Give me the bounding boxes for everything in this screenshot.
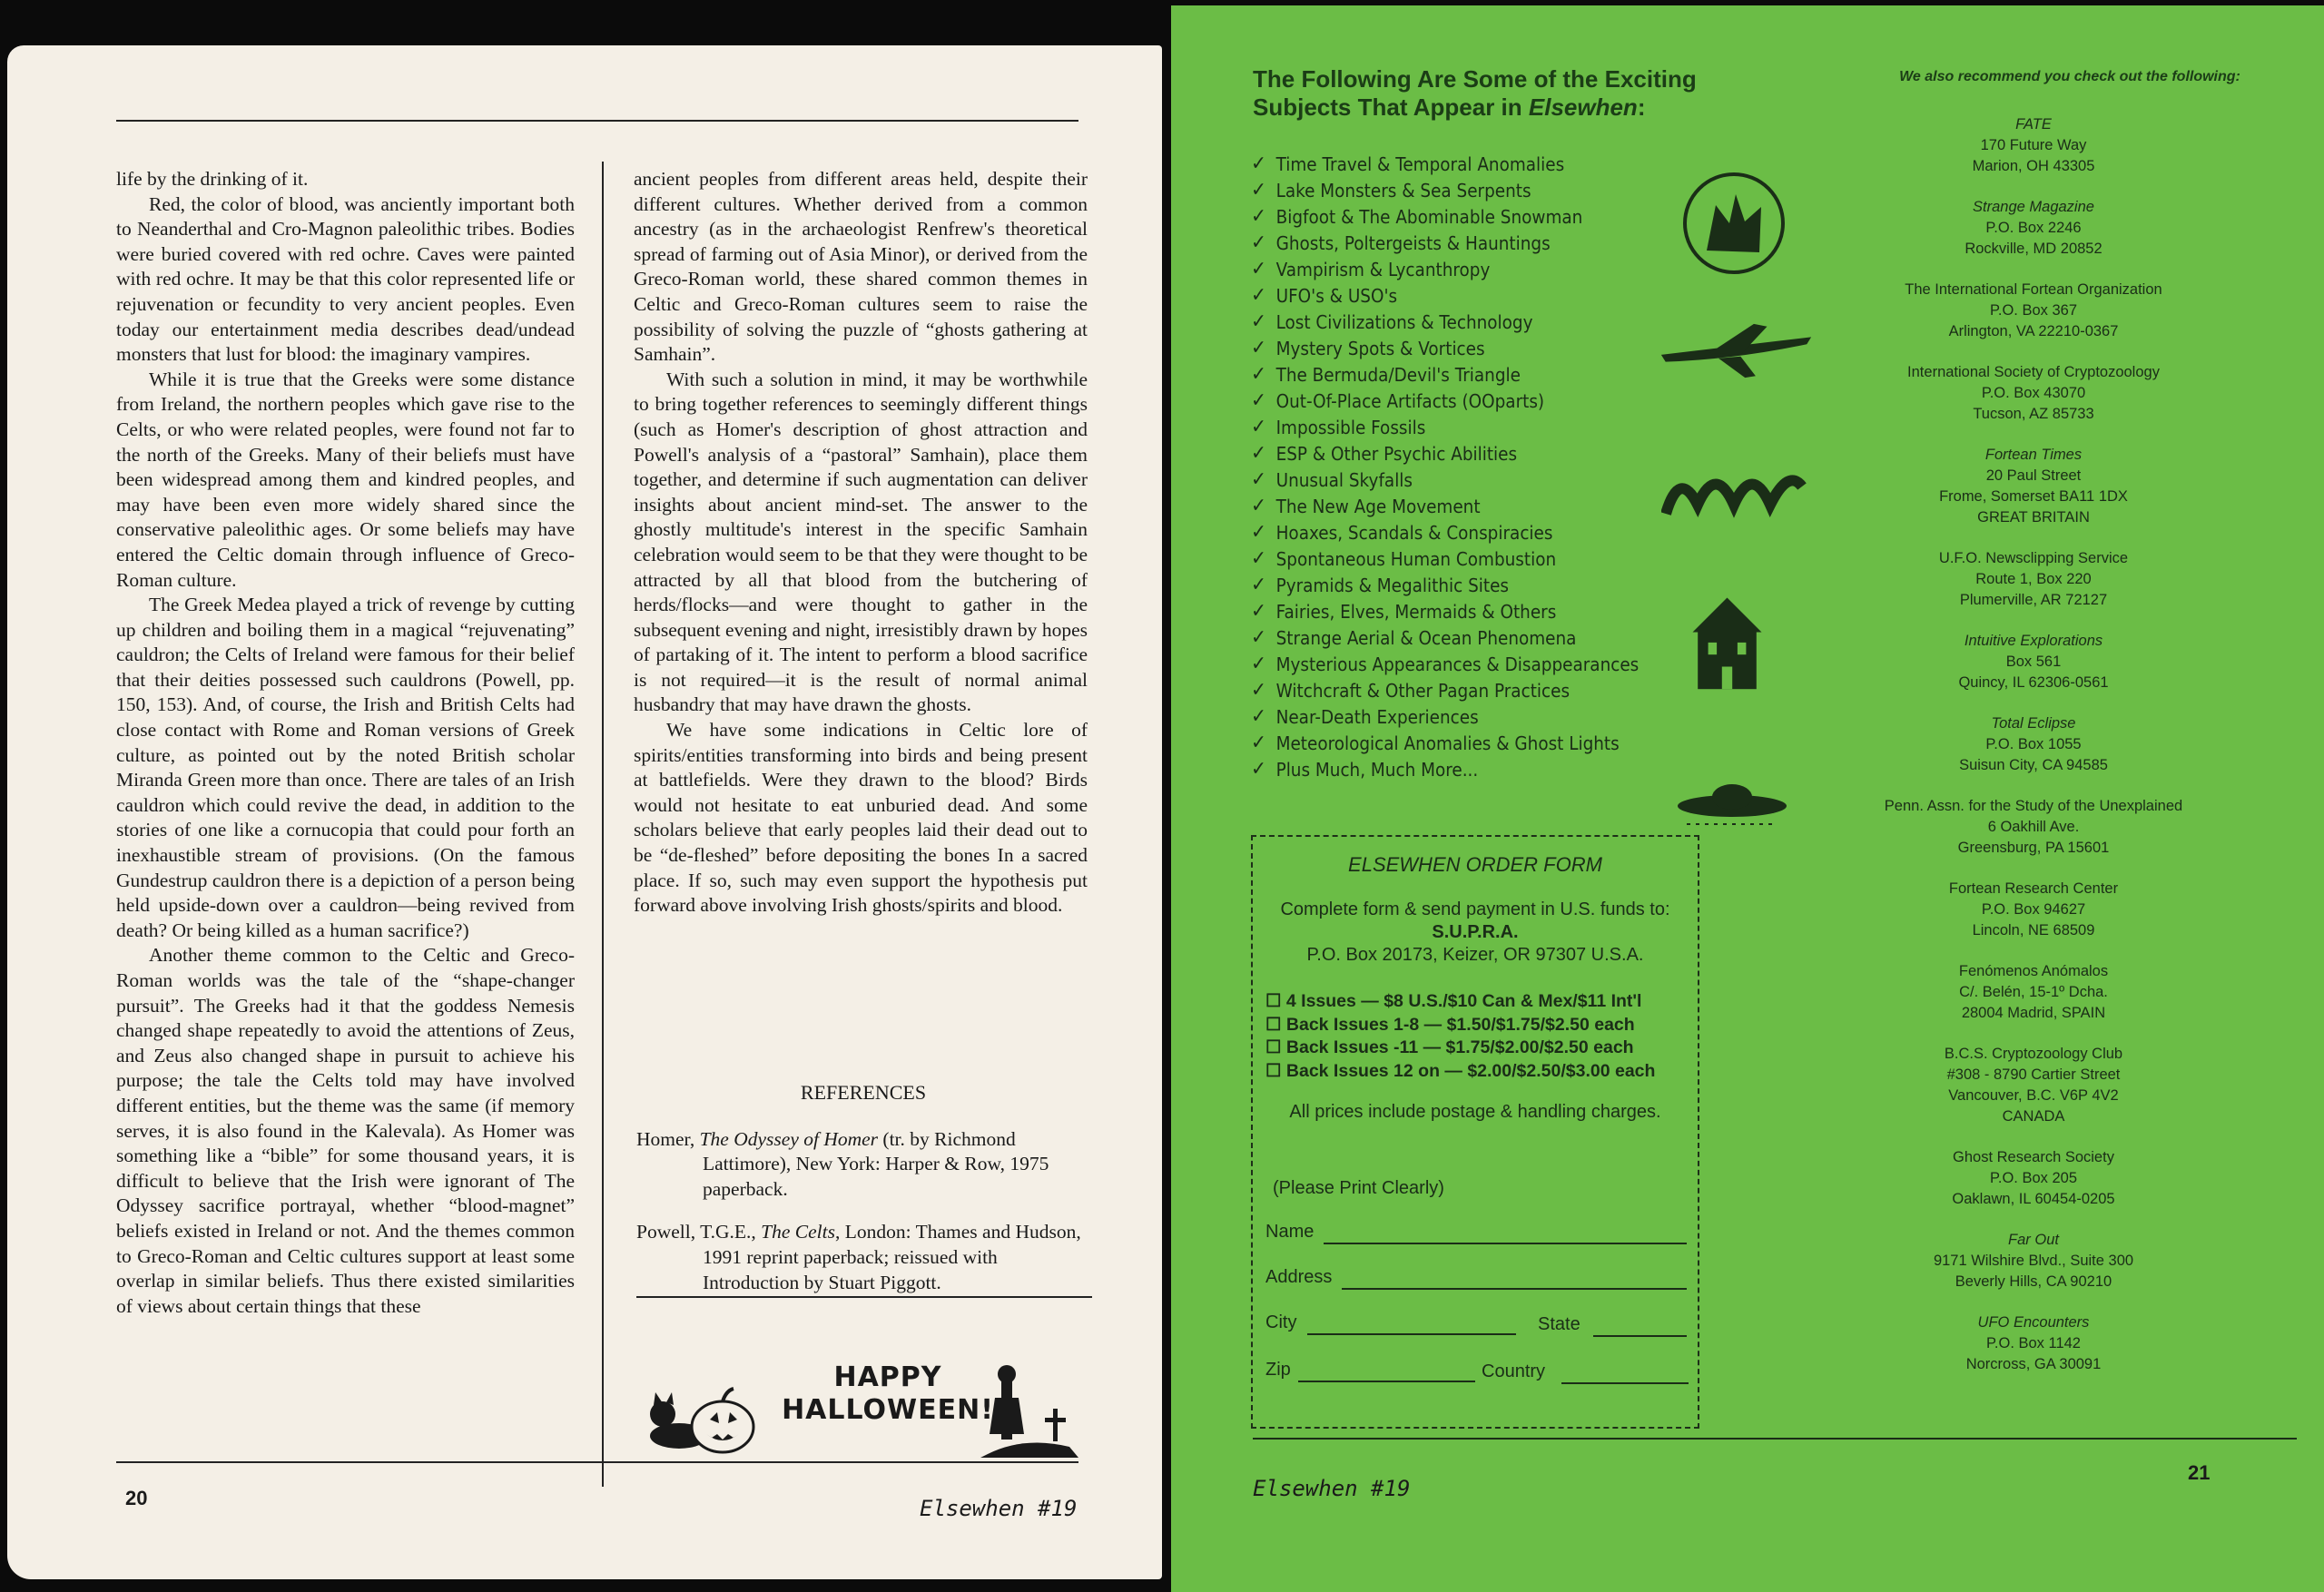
organization-name: Far Out [2008,1232,2059,1248]
footer-rule-right [1253,1438,2297,1440]
organization-address-line: Arlington, VA 22210-0367 [1948,323,2119,339]
order-note: All prices include postage & handling charges. [1289,1102,1661,1122]
happy-line: HAPPY [833,1361,942,1393]
organization-address-line: C/. Belén, 15-1º Dcha. [1959,984,2108,1000]
subject-label: Meteorological Anomalies & Ghost Lights [1275,732,1620,754]
organization-address-line: Marion, OH 43305 [1972,158,2095,174]
article-paragraph: Red, the color of blood, was anciently important both to Neanderthal and Cro-Magnon paleolithic tribes. Bodies were buried covered with red ochre. Caves were painted with red ochre. It may be that this color represented life or rejuvenation or fecundity to very ancient peoples. Even today our entertainment media describes dead/undead monsters that lust for blood: the imaginary vampires. [116,192,575,366]
airplane-icon [1657,319,1816,382]
order-option-back-11[interactable]: ☐ Back Issues -11 — $1.75/$2.00/$2.50 each [1265,1037,1634,1057]
checkmark-icon: ✓ [1251,732,1266,754]
checkmark-icon: ✓ [1251,363,1266,386]
organization-entry [1807,713,2260,776]
article-paragraph: With such a solution in mind, it may be worthwhile to bring together references to seemingly different things (such as Homer's description of ghost attraction and Powell's analysis of a “pastoral” Samhain), place them together, and determine if such augmentation can deliver insights about ancient mind-set. The answer to the ghostly multitude's interest in the specific Samhain celebration would seem to be that they were thought to be attracted by all that blood from the butchering of herds/flocks—and were thought to gather in the subsequent evening and night, irresistibly drawn by hopes of partaking of it. The intent to perform a blood sacrifice is not required—it is the result of normal animal husbandry that may have drawn the ghosts. [634,368,1088,716]
checkmark-icon: ✓ [1251,416,1266,438]
organization-address-line: #308 - 8790 Cartier Street [1946,1066,2121,1083]
article-column-1 [116,167,575,1319]
country-field[interactable] [1561,1382,1689,1384]
top-rule [116,120,1078,122]
organization-address-line: Vancouver, B.C. V6P 4V2 [1948,1087,2119,1104]
subject-label: Mystery Spots & Vortices [1275,337,1485,359]
reference-powell: Powell, T.G.E., The Celts, London: Thames and Hudson, 1991 reprint paperback; reissued with Introduction by Stuart Piggott. [636,1221,1081,1293]
recommend-heading: We also recommend you check out the following: [1899,69,2240,84]
address-label: Address [1265,1267,1333,1287]
organization-address-line: 20 Paul Street [1985,467,2082,484]
organization-entry [1807,796,2260,859]
subject-label: Out-Of-Place Artifacts (OOparts) [1275,389,1545,412]
checkmark-icon: ✓ [1251,258,1266,280]
subject-item [1251,177,1685,203]
ufo-icon [1669,770,1796,833]
subject-label: Spontaneous Human Combustion [1275,547,1557,570]
checkmark-icon: ✓ [1251,442,1266,465]
subject-label: Lost Civilizations & Technology [1275,310,1533,333]
article-paragraph: We have some indications in Celtic lore of spirits/entities transforming into birds and being present at battlefields. Were they drawn to the blood? Birds would not hesitate to eat unburied dead. And some scholars believe that early peoples laid their dead out to be “de-fleshed” before depositing the bones In a sacred place. If so, such may even support the hypothesis put forward above involving Irish ghosts/spirits and blood. [634,719,1088,917]
article-paragraph: ancient peoples from different areas held, despite their different cultures. Whether derived from a common ancestry (as in the archaeologist Renfrew's theoretical spread of farming out of Asia Minor), or derived from the Greco-Roman world, these shared common themes in Celtic and Greco-Roman cultures seem to raise the possibility of solving the puzzle of “ghosts gathering at Samhain”. [634,168,1088,366]
article-paragraph: life by the drinking of it. [116,168,309,190]
subject-item [1251,230,1685,256]
organization-address-line: Tucson, AZ 85733 [1973,406,2094,422]
country-label: Country [1482,1361,1546,1381]
order-option-back-12-on[interactable]: ☐ Back Issues 12 on — $2.00/$2.50/$3.00 each [1265,1060,1656,1081]
subject-label: Bigfoot & The Abominable Snowman [1275,205,1583,228]
subject-item [1251,572,1685,598]
checkmark-icon: ✓ [1251,547,1266,570]
checkmark-icon: ✓ [1251,653,1266,675]
checkmark-icon: ✓ [1251,179,1266,201]
organization-address-line: P.O. Box 43070 [1981,385,2086,401]
subject-item [1251,493,1685,519]
subject-label: Unusual Skyfalls [1275,468,1413,491]
state-field[interactable] [1593,1335,1687,1337]
checkmark-icon: ✓ [1251,600,1266,623]
subject-label: Time Travel & Temporal Anomalies [1275,152,1565,175]
right-page [1171,5,2324,1592]
organization-entry [1807,1312,2260,1375]
article-paragraph: While it is true that the Greeks were some distance from Ireland, the northern peoples which gave rise to the Celts, or who were related peoples, were found not far to the north of the Greeks. Many of their beliefs must have been widespread among them and kindred peoples, and may have been even more widely shared since the conservative paleolithic ages. Or some beliefs may have entered the Celtic domain through influence of Greco-Roman culture. [116,368,575,591]
organization-address-line: Frome, Somerset BA11 1DX [1939,488,2128,505]
organization-name: Intuitive Explorations [1964,633,2103,649]
organization-entry [1807,1147,2260,1210]
organization-name: B.C.S. Cryptozoology Club [1944,1046,2123,1062]
page-number-left: 20 [125,1487,148,1509]
organization-entry [1807,280,2260,342]
organization-name: FATE [2015,116,2052,133]
zip-label: Zip [1265,1360,1291,1380]
subject-label: Mysterious Appearances & Disappearances [1275,653,1640,675]
subject-label: Lake Monsters & Sea Serpents [1275,179,1531,201]
subject-item [1251,598,1685,624]
subject-item [1251,256,1685,282]
organization-name: The International Fortean Organization [1905,281,2162,298]
checkmark-icon: ✓ [1251,152,1266,175]
subject-label: Hoaxes, Scandals & Conspiracies [1275,521,1553,544]
title-magazine: Elsewhen [1528,93,1638,121]
checkmark-icon: ✓ [1251,284,1266,307]
organization-name: U.F.O. Newsclipping Service [1938,550,2129,566]
article-paragraph: Another theme common to the Celtic and Greco-Roman worlds was the tale of the “shape-changer pursuit”. The Greeks had it that the goddess Nemesis changed shape repeatedly to avoid the attentions of Zeus, and Zeus also changed shape in pursuit to achieve his purpose; the tale the Celts told may have involved different entities, but the theme was the same (if memory serves, it is also found in the Kalevala). As Homer was something like a “bible” for some thousand years, it is difficult to believe that the Irish were ignorant of The Odyssey sacrifice portrayal, whether “blood-magnet” beliefs existed in Ireland or not. And the themes common to Greco-Roman and Celtic cultures support at least some overlap in similar beliefs. Thus there existed similarities of views about certain things that these [116,944,575,1317]
subject-label: Fairies, Elves, Mermaids & Others [1275,600,1557,623]
checkmark-icon: ✓ [1251,679,1266,702]
subject-label: Strange Aerial & Ocean Phenomena [1275,626,1577,649]
magazine-footer-right: Elsewhen #19 [1253,1476,1411,1501]
title-suffix: : [1637,93,1646,121]
checkmark-icon: ✓ [1251,495,1266,517]
organization-address-line: 9171 Wilshire Blvd., Suite 300 [1933,1253,2134,1269]
magazine-footer-left: Elsewhen #19 [920,1496,1078,1521]
subject-label: Ghosts, Poltergeists & Hauntings [1275,231,1551,254]
organization-address-line: Suisun City, CA 94585 [1959,757,2108,773]
werewolf-icon [1679,169,1788,278]
left-page [7,45,1162,1579]
subject-label: ESP & Other Psychic Abilities [1275,442,1518,465]
subject-item [1251,335,1685,361]
footer-rule [116,1461,1078,1463]
subjects-list [1251,151,1723,782]
references-rule [636,1296,1092,1298]
organization-address-line: CANADA [2002,1108,2065,1125]
subject-label: The Bermuda/Devil's Triangle [1275,363,1521,386]
subject-item [1251,151,1685,177]
sea-serpent-icon [1661,459,1807,532]
order-option-back-1-8[interactable]: ☐ Back Issues 1-8 — $1.50/$1.75/$2.50 each [1265,1014,1635,1035]
organization-entry [1807,631,2260,693]
city-label: City [1265,1312,1297,1332]
organization-address-line: Oaklawn, IL 60454-0205 [1952,1191,2115,1207]
subject-item [1251,624,1685,651]
organization-entry [1807,961,2260,1024]
checkmark-icon: ✓ [1251,389,1266,412]
organization-entry [1807,1044,2260,1127]
organization-address-line: P.O. Box 1055 [1985,736,2082,752]
subject-item [1251,414,1685,440]
organization-name: Ghost Research Society [1953,1149,2114,1165]
organization-entry [1807,114,2260,177]
organization-address-line: Greensburg, PA 15601 [1957,840,2110,856]
organization-address-line: 28004 Madrid, SPAIN [1961,1005,2106,1021]
organization-entry [1807,548,2260,611]
title-line-2 [1253,93,1761,122]
subject-item [1251,677,1685,703]
checkmark-icon: ✓ [1251,574,1266,596]
print-clearly-label: (Please Print Clearly) [1273,1178,1444,1198]
organization-name: Total Eclipse [1991,715,2076,732]
subject-label: The New Age Movement [1275,495,1481,517]
page-number-right: 21 [2188,1461,2211,1484]
city-field[interactable] [1307,1333,1516,1335]
order-address: P.O. Box 20173, Keizer, OR 97307 U.S.A. [1306,945,1644,965]
organization-address-line: P.O. Box 367 [1989,302,2077,319]
organization-address-line: 170 Future Way [1980,137,2087,153]
order-options [1253,990,1698,1083]
subject-label: Impossible Fossils [1275,416,1426,438]
title-line-1: The Following Are Some of the Exciting [1253,65,1697,93]
checkmark-icon: ✓ [1251,205,1266,228]
subject-item [1251,730,1685,756]
subject-label: Plus Much, Much More... [1275,758,1479,781]
name-field[interactable] [1324,1243,1687,1244]
organization-entry [1807,445,2260,528]
checkmark-icon: ✓ [1251,758,1266,781]
subject-label: Witchcraft & Other Pagan Practices [1275,679,1571,702]
organization-entry [1807,1230,2260,1292]
references-heading: REFERENCES [800,1081,927,1104]
organization-name: Fortean Times [1984,447,2083,463]
organization-address-line: Route 1, Box 220 [1975,571,2092,587]
order-option-4-issues[interactable]: ☐ 4 Issues — $8 U.S./$10 Can & Mex/$11 Int'l [1265,991,1642,1011]
organization-address-line: 6 Oakhill Ave. [1987,819,2080,835]
organization-address-line: Rockville, MD 20852 [1965,241,2102,257]
organization-address-line: Lincoln, NE 68509 [1972,922,2095,938]
organization-name: Strange Magazine [1973,199,2094,215]
order-instruction: Complete form & send payment in U.S. funds to: [1280,899,1670,919]
organization-address-line: Norcross, GA 30091 [1965,1356,2102,1372]
zip-field[interactable] [1298,1381,1475,1382]
organization-address-line: Plumerville, AR 72127 [1959,592,2108,608]
checkmark-icon: ✓ [1251,231,1266,254]
organizations-list [1807,114,2260,1395]
subject-item [1251,309,1685,335]
organization-address-line: Box 561 [2005,654,2062,670]
organization-entry [1807,197,2260,260]
subject-item [1251,282,1685,309]
organization-address-line: P.O. Box 94627 [1981,901,2086,918]
order-form-title: ELSEWHEN ORDER FORM [1348,853,1602,876]
organization-address-line: P.O. Box 1142 [1986,1335,2081,1351]
checkmark-icon: ✓ [1251,337,1266,359]
subject-item [1251,703,1685,730]
organization-name: Fortean Research Center [1948,880,2119,897]
organization-name: Fenómenos Anómalos [1958,963,2109,979]
organization-address-line: Beverly Hills, CA 90210 [1955,1273,2112,1290]
organization-entry [1807,362,2260,425]
article-paragraph: The Greek Medea played a trick of revenge by cutting up children and boiling them in a magical “rejuvenating” cauldron; the Celts of Ireland were famous for their belief that their deities possessed such cauldrons (Powell, pp. 150, 153). And, of course, the Irish and British Celts had close contact with Rome and Roman versions of Greek culture, as pointed out by the noted British scholar Miranda Green more than once. There are tales of an Irish cauldron which could revive the dead, in addition to the stories of one like a cornucopia that could pour forth an inexhaustible stream of provisions. (On the famous Gundestrup cauldron there is a depiction of a person being held upside-down over a cauldron—being revived from death? Or being killed as a human sacrifice?) [116,594,575,941]
checkmark-icon: ✓ [1251,468,1266,491]
organization-address-line: Quincy, IL 62306-0561 [1958,674,2109,691]
subject-item [1251,467,1685,493]
subjects-title [1253,65,1761,122]
subject-label: Vampirism & Lycanthropy [1275,258,1491,280]
article-column-2 [634,167,1088,919]
address-field[interactable] [1342,1288,1687,1290]
organization-entry [1807,879,2260,941]
happy-halloween-text [779,1361,997,1427]
subject-item [1251,203,1685,230]
checkmark-icon: ✓ [1251,310,1266,333]
subject-item [1251,651,1685,677]
order-form [1251,835,1699,1429]
references-section [636,1080,1090,1313]
subject-item [1251,388,1685,414]
halloween-line: HALLOWEEN! [782,1394,994,1426]
organization-name: International Society of Cryptozoology [1907,364,2160,380]
checkmark-icon: ✓ [1251,626,1266,649]
state-label: State [1538,1314,1581,1334]
organization-name: UFO Encounters [1977,1314,2090,1331]
jack-o-lantern-icon [692,1389,753,1452]
title-prefix: Subjects That Appear in [1253,93,1529,121]
subject-label: UFO's & USO's [1275,284,1398,307]
subject-item [1251,519,1685,545]
subject-item [1251,756,1685,782]
order-org: S.U.P.R.A. [1432,922,1519,942]
organization-address-line: P.O. Box 205 [1989,1170,2077,1186]
subject-label: Near-Death Experiences [1275,705,1479,728]
subject-item [1251,440,1685,467]
organization-address-line: GREAT BRITAIN [1977,509,2090,526]
subject-item [1251,545,1685,572]
haunted-house-icon [1684,586,1770,695]
column-divider [602,162,604,1487]
organization-name: Penn. Assn. for the Study of the Unexplained [1884,798,2183,814]
checkmark-icon: ✓ [1251,521,1266,544]
organization-address-line: P.O. Box 2246 [1985,220,2082,236]
name-label: Name [1265,1222,1315,1242]
checkmark-icon: ✓ [1251,705,1266,728]
reference-homer: Homer, The Odyssey of Homer (tr. by Richmond Lattimore), New York: Harper & Row, 1975 paperback. [636,1127,1049,1200]
subject-item [1251,361,1685,388]
subject-label: Pyramids & Megalithic Sites [1275,574,1510,596]
